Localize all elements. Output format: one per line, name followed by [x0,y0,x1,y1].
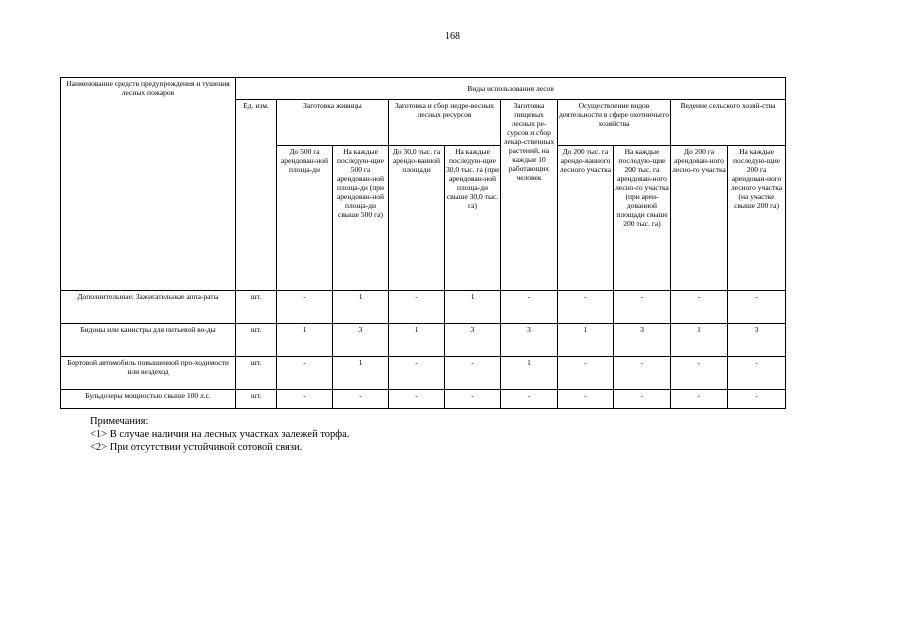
row-value: 1 [671,324,728,357]
group-header: Осуществление видов деятельности в сфере охотничьего хозяйства [558,100,671,146]
row-name: Бидоны или канистры для питьевой во-ды [61,324,236,357]
page-number: 168 [445,31,460,42]
row-value: 1 [558,324,614,357]
header-uses-cell: Виды использования лесов [236,78,786,100]
row-unit: шт. [236,324,277,357]
equipment-table [60,77,786,409]
table-row [61,357,786,390]
table-row [61,324,786,357]
row-value: - [614,357,671,390]
row-unit: шт. [236,291,277,324]
row-value: - [389,390,445,409]
subheader-cell: На каждые последую-щие 500 га арендован-ной площа-ди (при арендован-ной площа-ди свыше 500 га) [333,146,389,291]
notes-block [90,415,349,454]
row-value: - [501,291,558,324]
subheader-cell: До 500 га арендован-ной площа-ди [277,146,333,291]
row-unit: шт. [236,390,277,409]
row-unit: шт. [236,357,277,390]
row-value: 3 [728,324,786,357]
row-value: 3 [501,324,558,357]
note-item: <2> При отсутствии устойчивой сотовой связи. [90,442,303,453]
subheader-cell: На каждые последую-щие 30,0 тыс. га (при арендован-ной площа-ди свыше 30,0 тыс. га) [445,146,501,291]
row-value: - [614,390,671,409]
row-value: 3 [445,324,501,357]
row-value: - [277,390,333,409]
row-value: - [389,357,445,390]
subheader-cell: До 200 тыс. га арендо-ванного лесного участка [558,146,614,291]
row-value: - [614,291,671,324]
row-value: - [501,390,558,409]
row-value: - [445,357,501,390]
subheader-cell: На каждые последую-щие 200 га арендован-ного лесного участка (на участке свыше 200 га) [728,146,786,291]
row-value: - [671,390,728,409]
row-value: - [558,291,614,324]
row-value: - [277,357,333,390]
subheader-cell: На каждые последую-щие 200 тыс. га арендован-ного лесно-го участка (при арен-дованной площади свыше 200 тыс. га) [614,146,671,291]
row-value: 1 [277,324,333,357]
table-row [61,291,786,324]
row-value: 3 [614,324,671,357]
row-value: 1 [501,357,558,390]
table-row [61,390,786,409]
notes-title: Примечания: [90,416,149,427]
note-item: <1> В случае наличия на лесных участках залежей торфа. [90,429,350,440]
group-header: Заготовка живицы [277,100,389,146]
row-value: - [671,357,728,390]
row-value: 3 [333,324,389,357]
row-value: 1 [333,291,389,324]
row-name: Дополнительные: Зажигательные аппа-раты [61,291,236,324]
subheader-cell: До 30,0 тыс. га арендо-ванной площади [389,146,445,291]
row-name: Бортовой автомобиль повышенной про-ходимости или вездеход [61,357,236,390]
row-value: - [728,357,786,390]
row-value: - [277,291,333,324]
row-value: - [728,390,786,409]
row-value: - [671,291,728,324]
row-value: 1 [445,291,501,324]
subheader-cell: До 200 га арендован-ного лесно-го участка [671,146,728,291]
group-header: Ведение сельского хозяй-ства [671,100,786,146]
row-value: - [558,357,614,390]
row-value: - [558,390,614,409]
row-value: - [728,291,786,324]
row-value: 1 [389,324,445,357]
row-value: 1 [333,357,389,390]
header-unit-cell: Ед. изм. [236,100,277,291]
row-value: - [445,390,501,409]
row-value: - [333,390,389,409]
group-header: Заготовка и сбор недре-весных лесных ресурсов [389,100,501,146]
group-header: Заготовка пищевых лесных ре-сурсов и сбор лекар-ственных растений, на каждые 10 работающих человек [501,100,558,291]
row-value: - [389,291,445,324]
header-name-cell: Наименование средств предупреждения и тушения лесных пожаров [61,78,236,291]
row-name: Бульдозеры мощностью свыше 100 л.с. [61,390,236,409]
